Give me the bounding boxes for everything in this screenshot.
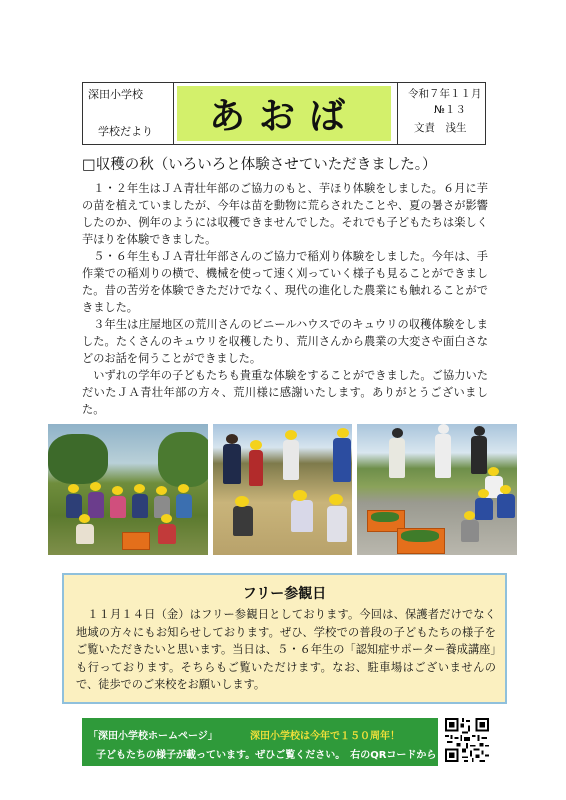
school-name: 深田小学校 [88, 88, 143, 101]
homepage-message: 子どもたちの様子が載っています。ぜひご覧ください。 右のQRコードから [96, 750, 437, 761]
photo-rice-harvest [213, 424, 352, 555]
article-paragraph: ３年生は庄屋地区の荒川さんのビニールハウスでのキュウリの収穫体験をしました。たくさんのキュウリを収穫したり、荒川さんから農業の大変さや面白さなどのお話を伺うことができました。 [82, 318, 488, 365]
article-paragraph: １・２年生はＪＡ青壮年部のご協力のもと、芋ほり体験をしました。６月に芋の苗を植えていましたが、今年は苗を動物に荒らされたことや、夏の暑さが影響したのか、例年のようには収穫できませんでした。それでも子どもたちは楽しく芋ほりを体験できました。 [82, 182, 488, 246]
article-paragraph: ５・６年生もＪＡ青壮年部さんのご協力で稲刈り体験をしました。今年は、手作業での稲刈りの横で、機械を使って速く刈っていく様子も見ることができました。昔の苦労を体験できただけでなく、現代の進化した農業にも触れることができました。 [82, 250, 488, 314]
article-body [82, 180, 488, 418]
article-paragraph: いずれの学年の子どもたちも貴重な体験をすることができました。ご協力いただいたＪＡ青壮年部の方々、荒川様に感謝いたします。ありがとうございました。 [82, 369, 488, 416]
notice-text: １１月１４日（金）はフリー参観日としております。今回は、保護者だけでなく地域の方々にもお知らせしております。ぜひ、学校での普段の子どもたちの様子をご覧いただきたいと思います。当日は、５・６年生の「認知症サポーター養成講座」も行っております。そちらもご覧いただけます。なお、駐車場はございませんので、徒歩でのご来校をお願いします。 [76, 608, 496, 691]
anniversary-text: 深田小学校は今年で１５０周年！ [250, 731, 400, 742]
photo-cucumber-harvest [357, 424, 517, 555]
article-heading: □収穫の秋（いろいろと体験させていただきました。） [82, 157, 437, 173]
notice-title: フリー参観日 [242, 586, 327, 602]
newsletter-label: 学校だより [98, 125, 153, 138]
photo-potato-digging [48, 424, 208, 555]
issue-date: 令和７年１１月 [408, 88, 482, 100]
newsletter-title: あおば [208, 96, 359, 137]
notice-body [76, 606, 496, 694]
issue-number: №１３ [434, 104, 466, 116]
homepage-label: 「深田小学校ホームページ」 [88, 731, 218, 742]
author: 文責 浅生 [414, 122, 467, 134]
qr-code-icon[interactable] [443, 716, 491, 764]
